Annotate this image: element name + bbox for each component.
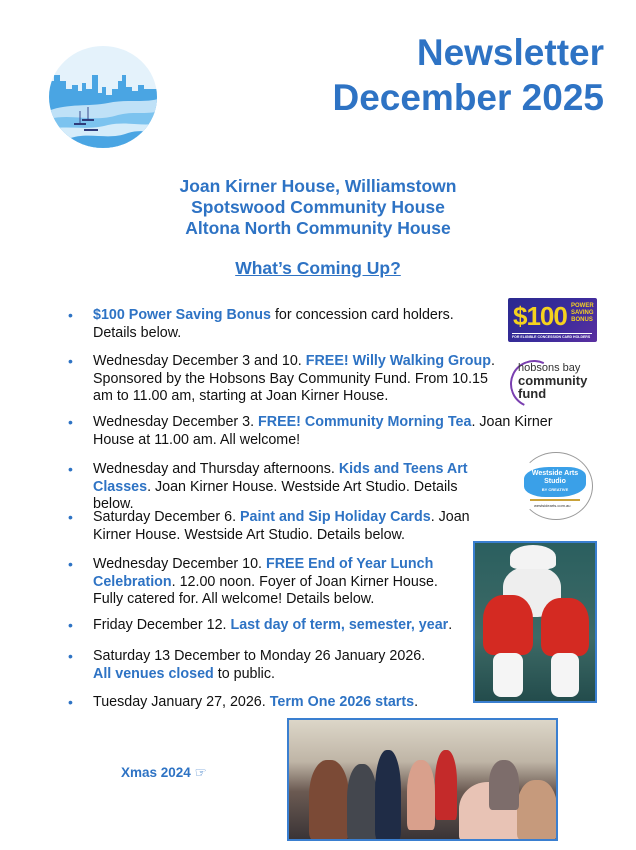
list-item: • Wednesday and Thursday afternoons. Kids and Teens Art Classes. Joan Kirner House. Westside Art Studio. Details below. — [93, 461, 493, 514]
xmas-2024-caption: Xmas 2024 ☞ — [121, 765, 207, 780]
item-highlight: FREE! Willy Walking Group — [305, 353, 491, 369]
title-line-1: Newsletter — [416, 32, 604, 73]
city-skyline-bay-logo-icon — [48, 45, 158, 149]
item-highlight: $100 Power Saving Bonus — [93, 307, 271, 323]
venue-spotswood: Spotswood Community House — [191, 197, 445, 217]
item-highlight: Kids and Teens Art Classes — [93, 461, 468, 495]
power-saving-bonus-image: $100 POWER SAVING BONUS FOR ELIGIBLE CONCESSION CARD HOLDERS — [508, 298, 597, 342]
list-item: • Wednesday December 3. FREE! Community Morning Tea. Joan Kirner House at 11.00 am. All welcome! — [93, 414, 583, 449]
venue-altona-north: Altona North Community House — [185, 218, 451, 238]
list-item: • Wednesday December 3 and 10. FREE! Willy Walking Group. Sponsored by the Hobsons Bay Community Fund. From 10.15 am to 11.00 am, starting at Joan Kirner House. — [93, 353, 498, 406]
newsletter-title — [332, 30, 604, 120]
list-item: • Tuesday January 27, 2026. Term One 2026 starts. — [93, 694, 473, 712]
venue-list — [0, 176, 636, 239]
santa-photo — [473, 541, 597, 703]
venue-joan-kirner: Joan Kirner House, Williamstown — [179, 176, 457, 196]
list-item: • Saturday December 6. Paint and Sip Holiday Cards. Joan Kirner House. Westside Art Studio. Details below. — [93, 509, 473, 544]
item-highlight: FREE End of Year Lunch Celebration — [93, 556, 434, 590]
item-highlight: Term One 2026 starts — [269, 694, 415, 710]
list-item: • Wednesday December 10. FREE End of Year Lunch Celebration. 12.00 noon. Foyer of Joan Kirner House. Fully catered for. All welcome! Details below. — [93, 556, 453, 609]
list-item: • Saturday 13 December to Monday 26 January 2026. All venues closed to public. — [93, 648, 443, 683]
list-item: • Friday December 12. Last day of term, semester, year. — [93, 617, 473, 635]
item-highlight: Paint and Sip Holiday Cards — [240, 509, 431, 525]
xmas-2024-party-photo — [287, 718, 558, 841]
item-highlight: FREE! Community Morning Tea — [258, 414, 472, 430]
item-highlight: Last day of term, semester, year — [230, 617, 449, 633]
item-highlight: All venues closed — [93, 665, 214, 682]
westside-arts-studio-logo: Westside Arts Studio BY CREATIVE westsidearts.com.au — [519, 452, 593, 520]
hobsons-bay-community-fund-logo: hobsons bay community fund — [510, 358, 590, 406]
section-heading: What’s Coming Up? — [235, 258, 401, 278]
pointing-hand-right-icon: ☞ — [194, 765, 207, 780]
organization-logo — [48, 45, 158, 149]
list-item: • $100 Power Saving Bonus for concession card holders. Details below. — [93, 307, 488, 342]
title-line-2: December 2025 — [332, 77, 604, 118]
